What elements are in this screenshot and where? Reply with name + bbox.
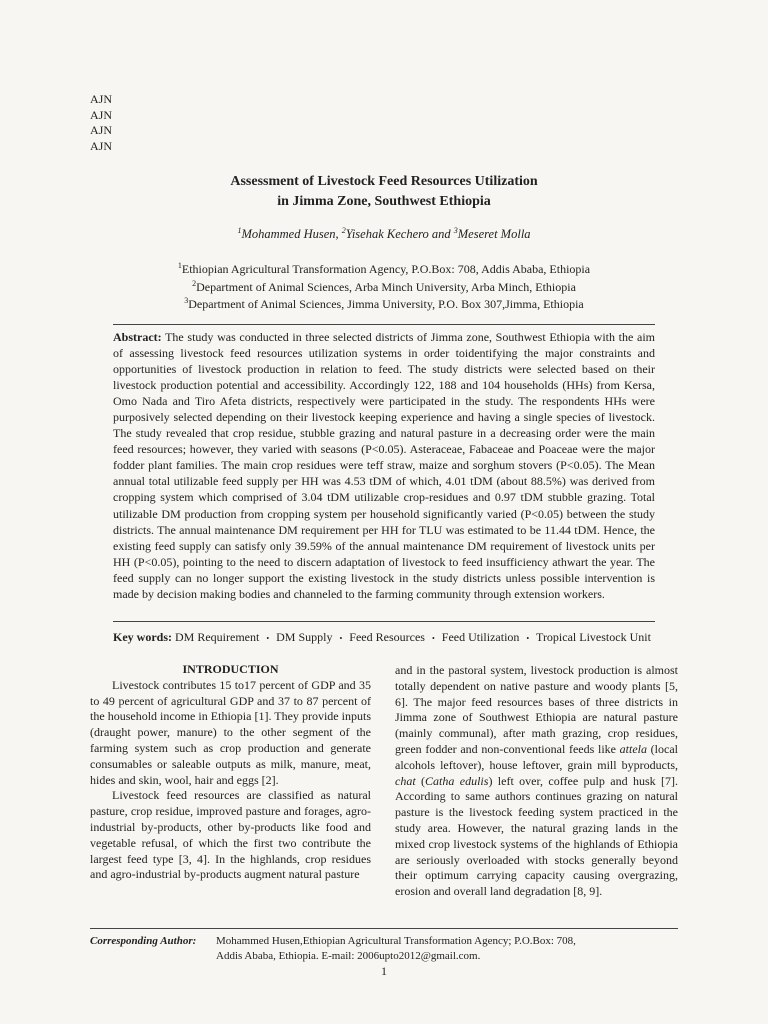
keyword: Tropical Livestock Unit [536, 630, 651, 644]
keyword-separator: • [339, 633, 343, 643]
keywords [113, 630, 673, 645]
text-run: ) left over, coffee pulp and husk [7]. According to same authors continues grazing on natural pasture is the livestock feeding system practiced in the study area. However, the natural grazing lands in the mixed crop livestock systems of the highlands of Ethiopia are seriously overloaded with stocks generally beyond their optimum carrying capacity causing overgrazing, erosion and overall land degradation [8, 9]. [395, 773, 678, 899]
paragraph: Livestock feed resources are classified as natural pasture, crop residue, improved pasture and forages, agro-industrial by-products, other by-products like food and vegetable refusal, of which the first two contribute the largest feed type [3, 4]. In the highlands, crop residues and agro-industrial by-products augment natural pasture [90, 788, 371, 882]
running-head [90, 92, 112, 154]
author-list [0, 227, 768, 242]
corresponding-line-1 [90, 934, 576, 949]
author-sup: 1 [237, 225, 242, 235]
paper-title [0, 172, 768, 212]
running-head-line: AJN [90, 123, 113, 137]
abstract-bottom-rule [113, 621, 655, 622]
affiliation-text: Ethiopian Agricultural Transformation Agency, P.O.Box: 708, Addis Ababa, Ethiopia [181, 262, 591, 276]
keyword: DM Requirement [175, 630, 260, 644]
affiliation-sup: 1 [177, 261, 182, 270]
author-sup: 2 [341, 225, 346, 235]
abstract-text: The study was conducted in three selected districts of Jimma zone, Southwest Ethiopia with the aim of assessing livestock feed resources utilization systems in order toidentifying the major constraints and opportunities of livestock production in relation to feed. The study districts were selected based on their livestock production potential and accessibility. Accordingly 122, 188 and 104 households (HHs) from Kersa, Omo Nada and Tiro Afeta districts, respectively were participated in the study. The respondents HHs were purposively selected depending on their livestock keeping experience and having a single species of livestock. The study revealed that crop residue, stubble grazing and natural pasture in a decreasing order were the main feed resources; however, they varied with seasons (P<0.05). Asteraceae, Fabaceae and Poaceae were the major fodder plant families. The main crop residues were teff straw, maize and sorghum stovers (P<0.05). The Mean annual total utilizable feed supply per HH was 4.53 tDM of which, 4.01 tDM (about 88.5%) was derived from cropping system which comprised of 3.04 tDM utilizable crop-residues and 0.97 tDM stubble grazing. Total utilizable DM production from cropping system per household significantly varied (P<0.05) between the study districts. The annual maintenance DM requirement per HH for TLU was estimated to be 11.44 tDM. Hence, the existing feed supply can satisfy only 39.59% of the annual maintenance DM requirement of livestock units per HH (P<0.05), pointing to the need to discern adaptation of livestock to feed insufficiency athwart the year. The feed supply can no longer support the existing livestock in the study districts unless possible intervention is made by decision making bodies and channeled to the farming community through extension workers. [113, 330, 655, 601]
affiliation-text: Department of Animal Sciences, Arba Minch University, Arba Minch, Ethiopia [196, 279, 576, 294]
abstract-label: Abstract: [113, 330, 162, 344]
text-run: and in the pastoral system, livestock production is almost totally dependent on native pasture and woody plants [5, 6]. The major feed resources bases of three districts in Jimma zone of Southwest Ethiopia are natural pasture (mainly communal), after math grazing, crop residues, green fodder and non-conventional feeds like [395, 663, 678, 756]
affiliation-sup: 2 [192, 278, 197, 288]
corresponding-label: Corresponding Author: [90, 935, 197, 947]
keyword-separator: • [526, 633, 530, 643]
affiliation-line [0, 296, 768, 314]
section-heading: INTRODUCTION [182, 662, 279, 676]
running-head-line: AJN [90, 107, 113, 122]
keyword-separator: • [266, 633, 270, 643]
running-head-line: AJN [90, 138, 113, 153]
keyword: DM Supply [276, 630, 333, 644]
affiliation-line [0, 261, 768, 279]
affiliation-sup: 3 [184, 296, 189, 305]
keyword-separator: • [431, 633, 435, 643]
running-head-line: AJN [90, 92, 113, 106]
affiliations [0, 261, 768, 314]
author-name: Mohammed Husen, [241, 227, 342, 241]
author-sup: 3 [453, 225, 458, 235]
right-column [395, 663, 678, 900]
text-run: (local alcohols leftover), house leftover, grain mill byproducts, [395, 741, 678, 772]
affiliation-text: Department of Animal Sciences, Jimma University, P.O. Box 307,Jimma, Ethiopia [188, 297, 584, 311]
abstract-top-rule [113, 324, 655, 325]
corresponding-author [90, 934, 576, 964]
page-number: 1 [381, 964, 387, 978]
corresponding-text: Mohammed Husen,Ethiopian Agricultural Transformation Agency; P.O.Box: 708, [216, 935, 576, 947]
left-column [90, 662, 371, 883]
author-name: Meseret Molla [457, 227, 531, 241]
corresponding-line-2: Addis Ababa, Ethiopia. E-mail: 2006upto2012@gmail.com. [216, 950, 481, 962]
title-line-2: in Jimma Zone, Southwest Ethiopia [277, 194, 491, 209]
keyword: Feed Utilization [441, 630, 520, 644]
keywords-label: Key words: [113, 630, 172, 644]
abstract [113, 329, 655, 602]
italic-term: attela [619, 741, 647, 756]
affiliation-line [0, 279, 768, 297]
paragraph: Livestock contributes 15 to17 percent of GDP and 35 to 49 percent of agricultural GDP and 37 to 87 percent of the household income in Ethiopia [1]. They provide inputs (draught power, manure) to the other segment of the farming system such as crop production and generate consumables or saleable outputs as milk, manure, meat, hides and skin, wool, hair and eggs [2]. [90, 677, 371, 787]
title-line-1: Assessment of Livestock Feed Resources Utilization [230, 174, 538, 189]
italic-term: Catha edulis [425, 773, 489, 788]
footnote-rule [90, 928, 678, 929]
paragraph [395, 663, 678, 900]
keyword: Feed Resources [349, 630, 425, 644]
text-run: ( [415, 773, 426, 788]
italic-term: chat [395, 773, 416, 788]
author-name: Yisehak Kechero and [345, 227, 454, 241]
